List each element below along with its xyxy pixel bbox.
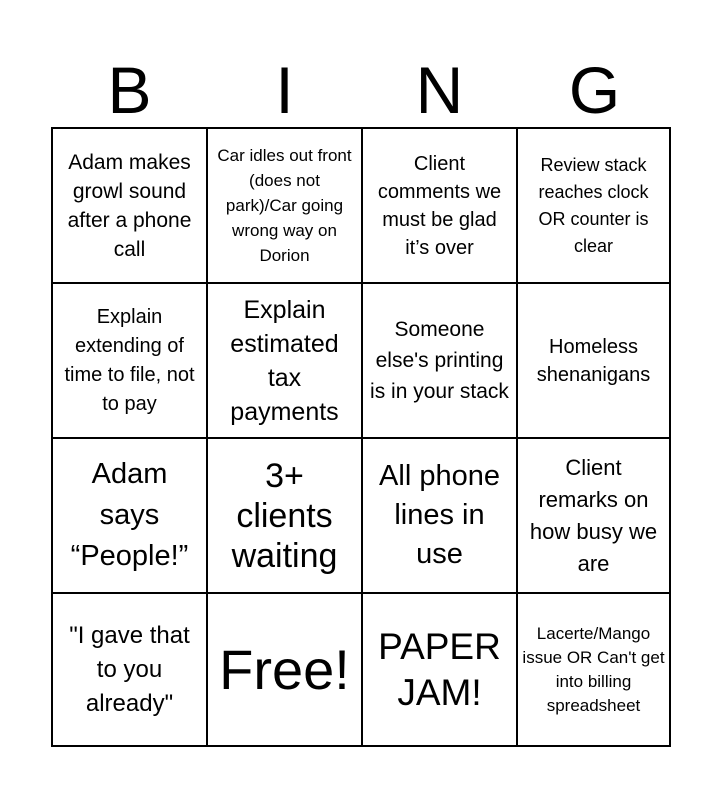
bingo-cell[interactable]: PAPER JAM! bbox=[363, 594, 518, 745]
bingo-cell[interactable]: Adam says “People!” bbox=[53, 439, 208, 594]
header-letter-b: B bbox=[107, 53, 152, 127]
bingo-cell[interactable]: "I gave that to you already" bbox=[53, 594, 208, 745]
bingo-cell[interactable]: All phone lines in use bbox=[363, 439, 518, 594]
bingo-cell[interactable]: Someone else's printing is in your stack bbox=[363, 284, 518, 439]
bingo-cell[interactable]: 3+ clients waiting bbox=[208, 439, 363, 594]
bingo-header bbox=[52, 52, 672, 128]
header-letter-n: N bbox=[415, 53, 464, 127]
bingo-cell[interactable]: Adam makes growl sound after a phone call bbox=[53, 129, 208, 284]
bingo-cell[interactable]: Client comments we must be glad it’s over bbox=[363, 129, 518, 284]
bingo-cell[interactable]: Review stack reaches clock OR counter is clear bbox=[518, 129, 669, 284]
bingo-card bbox=[51, 127, 671, 747]
bingo-cell[interactable]: Client remarks on how busy we are bbox=[518, 439, 669, 594]
bingo-cell[interactable]: Explain extending of time to file, not to pay bbox=[53, 284, 208, 439]
free-space-cell[interactable]: Free! bbox=[208, 594, 363, 745]
bingo-cell[interactable]: Car idles out front (does not park)/Car going wrong way on Dorion bbox=[208, 129, 363, 284]
header-letter-i: I bbox=[275, 53, 294, 127]
header-letter-g: G bbox=[568, 53, 621, 127]
bingo-cell[interactable]: Explain estimated tax payments bbox=[208, 284, 363, 439]
bingo-cell[interactable]: Homeless shenanigans bbox=[518, 284, 669, 439]
bingo-cell[interactable]: Lacerte/Mango issue OR Can't get into billing spreadsheet bbox=[522, 623, 665, 715]
